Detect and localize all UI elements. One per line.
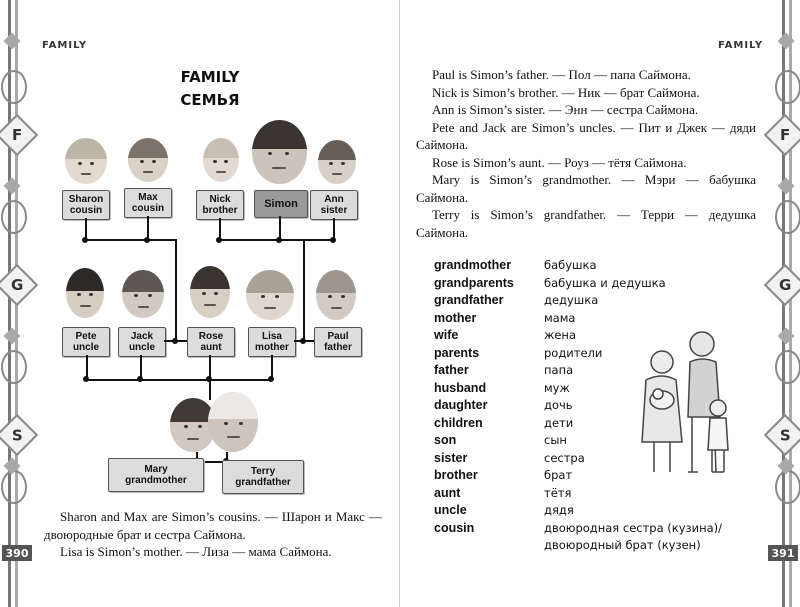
sentence: Nick is Simon’s brother. — Ник — брат Саймона. [432, 84, 700, 100]
simon-photo [252, 120, 307, 184]
vocab-row: wife жена [434, 328, 577, 342]
vocab-row: daughter дочь [434, 398, 573, 412]
sentence: Terry is Simon’s grandfather. — Терри — дедушка Саймона. [416, 207, 756, 240]
vocab-row: father папа [434, 363, 574, 377]
junction-dot [82, 237, 88, 243]
vocab-row: brother брат [434, 468, 573, 482]
left-page-text [44, 508, 382, 561]
junction-dot [216, 237, 222, 243]
letter-f-badge: F [0, 114, 38, 156]
vocab-row: parents родители [434, 345, 603, 360]
letter-g-badge: G [764, 264, 800, 306]
paragraph: Lisa is Simon’s mother. — Лиза — мама Саймона. [60, 544, 332, 559]
nick-photo [203, 138, 239, 182]
paragraph: Sharon and Max are Simon’s cousins. — Шарон и Макс — двоюродные брат и сестра Саймона. [44, 509, 382, 542]
paul-photo [316, 270, 356, 320]
mary-box: Mary grandmother [108, 458, 204, 492]
connector-line [209, 380, 211, 400]
junction-dot [330, 237, 336, 243]
pete-photo [66, 268, 104, 318]
vocab-row: grandparents бабушка и дедушка [434, 275, 666, 290]
pete-box: Pete uncle [62, 327, 110, 357]
paul-box: Paul father [314, 327, 362, 357]
chart-title-ru: СЕМЬЯ [180, 91, 240, 109]
sentence: Paul is Simon’s father. — Пол — папа Саймона. [432, 67, 691, 82]
running-head: FAMILY [42, 40, 88, 51]
vocab-row: children дети [434, 415, 574, 430]
sentence: Rose is Simon’s aunt. — Роуз — тётя Саймона. [432, 154, 687, 170]
sentence: Ann is Simon’s sister. — Энн — сестра Саймона. [432, 102, 699, 117]
lisa-photo [246, 270, 294, 320]
page-number: 390 [2, 545, 32, 561]
junction-dot [268, 376, 274, 382]
letter-g-badge: G [0, 264, 38, 306]
right-page-sentences [416, 66, 756, 241]
terry-box: Terry grandfather [222, 460, 304, 494]
vocab-row: aunt тётя [434, 485, 572, 500]
junction-dot [300, 338, 306, 344]
rose-box: Rose aunt [187, 327, 235, 357]
junction-dot [83, 376, 89, 382]
simon-box: Simon [254, 190, 308, 218]
connector-line [175, 239, 177, 342]
letter-s-badge: S [0, 414, 38, 456]
sharon-photo [65, 138, 107, 184]
vocab-row: uncle дядя [434, 503, 574, 517]
connector-line [86, 379, 273, 381]
lisa-box: Lisa mother [248, 327, 296, 357]
connector-line [85, 239, 177, 241]
letter-s-badge: S [764, 414, 800, 456]
decorative-border-left [0, 0, 26, 607]
max-box: Max cousin [124, 188, 172, 218]
vocab-row: двоюродный брат (кузен) [544, 538, 701, 552]
vocab-row: husband муж [434, 380, 570, 395]
page-number: 391 [768, 545, 798, 561]
terry-photo [208, 392, 258, 452]
ann-photo [318, 140, 356, 184]
vocab-row: mother мама [434, 310, 576, 325]
vocab-row: son сын [434, 433, 567, 447]
vocab-row: grandfather дедушка [434, 293, 599, 307]
vocab-row: grandmother бабушка [434, 258, 597, 272]
sharon-box: Sharon cousin [62, 190, 110, 220]
letter-f-badge: F [764, 114, 800, 156]
junction-dot [276, 237, 282, 243]
connector-line [303, 239, 305, 342]
vocab-row: cousin двоюродная сестра (кузина)/ [434, 520, 723, 535]
vocab-row: sister сестра [434, 450, 585, 465]
ann-box: Ann sister [310, 190, 358, 220]
junction-dot [172, 338, 178, 344]
nick-box: Nick brother [196, 190, 244, 220]
sentence: Mary is Simon’s grandmother. — Мэри — бабушка Саймона. [416, 172, 756, 205]
jack-box: Jack uncle [118, 327, 166, 357]
chart-title-en: FAMILY [180, 68, 240, 86]
sentence: Pete and Jack are Simon’s uncles. — Пит и Джек — дяди Саймона. [416, 119, 756, 152]
jack-photo [122, 270, 164, 318]
junction-dot [144, 237, 150, 243]
max-photo [128, 138, 168, 182]
junction-dot [137, 376, 143, 382]
right-page [400, 0, 800, 607]
running-head: FAMILY [718, 40, 764, 51]
rose-photo [190, 266, 230, 318]
